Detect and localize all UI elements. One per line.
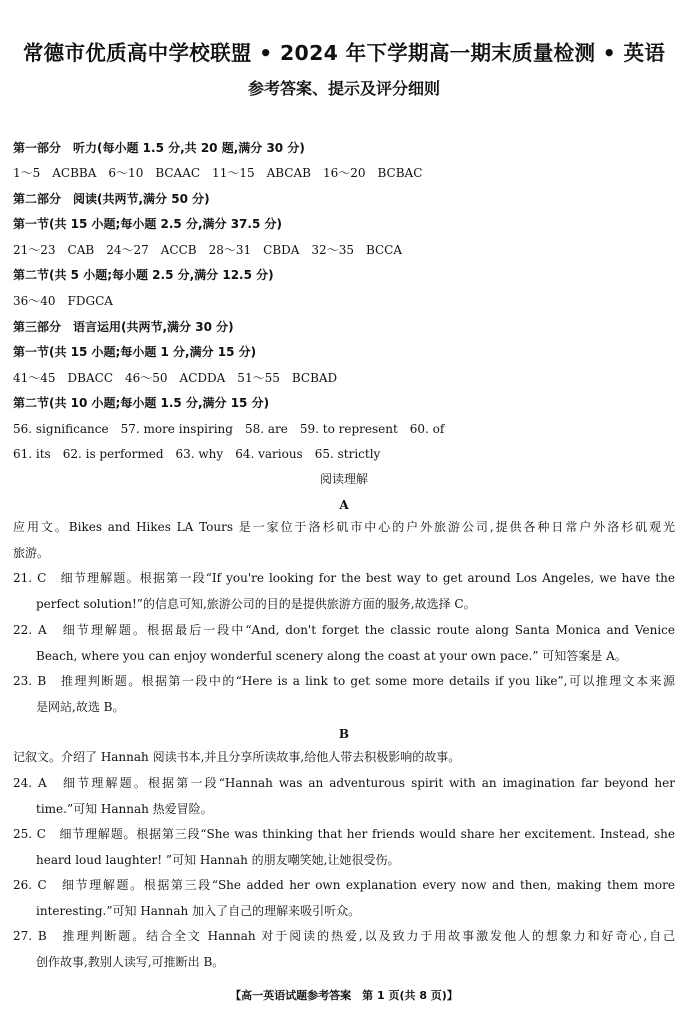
answer-26: 26. C 细节理解题。根据第三段“She added her own explanation every now and then, making them more interesting.”可知 Hannah 加入了自己的理解来吸引听众。 [13, 878, 675, 918]
part2-section2-answers: 36～40 FDGCA [13, 294, 113, 308]
passage-b-intro: 记叙文。介绍了 Hannah 阅读书本,并且分享所读故事,给他人带去积极影响的故事。 [13, 750, 461, 764]
answer-24: 24. A 细节理解题。根据第一段“Hannah was an adventurous spirit with an imagination far beyond her time.”可知 Hannah 热爱冒险。 [13, 776, 675, 816]
part3-section1-answers: 41～45 DBACC 46～50 ACDDA 51～55 BCBAD [13, 371, 338, 385]
part3-section2-answers-row1: 56. significance 57. more inspiring 58. are 59. to represent 60. of [13, 422, 445, 436]
reading-heading: 阅读理解 [319, 472, 368, 486]
part3-heading: 第三部分 语言运用(共两节,满分 30 分) [13, 320, 234, 334]
page-subtitle: 参考答案、提示及评分细则 [247, 79, 440, 98]
part3-section2-heading: 第二节(共 10 小题;每小题 1.5 分,满分 15 分) [13, 396, 270, 410]
part2-heading: 第二部分 阅读(共两节,满分 50 分) [13, 192, 210, 206]
answer-21: 21. C 细节理解题。根据第一段“If you're looking for the best way to get around Los Angeles, we have the perfect solution!”的信息可知,旅游公司的目的是提供旅游方面的服务,故选择 C。 [13, 571, 675, 611]
part3-section1-heading: 第一节(共 15 小题;每小题 1 分,满分 15 分) [13, 345, 257, 359]
part3-section2-answers-row2: 61. its 62. is performed 63. why 64. various 65. strictly [13, 447, 381, 461]
page-footer: 【高一英语试题参考答案 第 1 页(共 8 页)】 [230, 989, 458, 1002]
answer-23: 23. B 推理判断题。根据第一段中的“Here is a link to get some more details if you like”,可以推理文本来源 是网站,故选 B。 [13, 674, 675, 714]
answer-25: 25. C 细节理解题。根据第三段“She was thinking that her friends would share her excitement. Instead, she heard loud laughter! ”可知 Hannah 的朋友嘲笑她,让她很受伤。 [13, 827, 675, 867]
answer-27: 27. B 推理判断题。结合全文 Hannah 对于阅读的热爱,以及致力于用故事激发他人的想象力和好奇心,自己 创作故事,教别人读写,可推断出 B。 [13, 929, 675, 969]
passage-a-label: A [339, 498, 349, 512]
part2-section1-answers: 21～23 CAB 24～27 ACCB 28～31 CBDA 32～35 BCCA [13, 243, 403, 257]
part2-section2-heading: 第二节(共 5 小题;每小题 2.5 分,满分 12.5 分) [13, 268, 274, 282]
passage-b-label: B [338, 727, 350, 741]
part1-answers: 1～5 ACBBA 6～10 BCAAC 11～15 ABCAB 16～20 BCBAC [13, 166, 423, 180]
answer-22: 22. A 细节理解题。根据最后一段中“And, don't forget the classic route along Santa Monica and Venice Beach, where you can enjoy wonderful scenery along the coast at your own pace.” 可知答案是 A。 [13, 623, 675, 663]
part2-section1-heading: 第一节(共 15 小题;每小题 2.5 分,满分 37.5 分) [13, 217, 282, 231]
part1-heading: 第一部分 听力(每小题 1.5 分,共 20 题,满分 30 分) [13, 141, 305, 155]
passage-a-intro: 应用文。Bikes and Hikes LA Tours 是一家位于洛杉矶市中心的户外旅游公司,提供各种日常户外洛杉矶观光 旅游。 [13, 520, 675, 560]
page-title: 常德市优质高中学校联盟 • 2024 年下学期高一期末质量检测 • 英语 [22, 41, 666, 65]
